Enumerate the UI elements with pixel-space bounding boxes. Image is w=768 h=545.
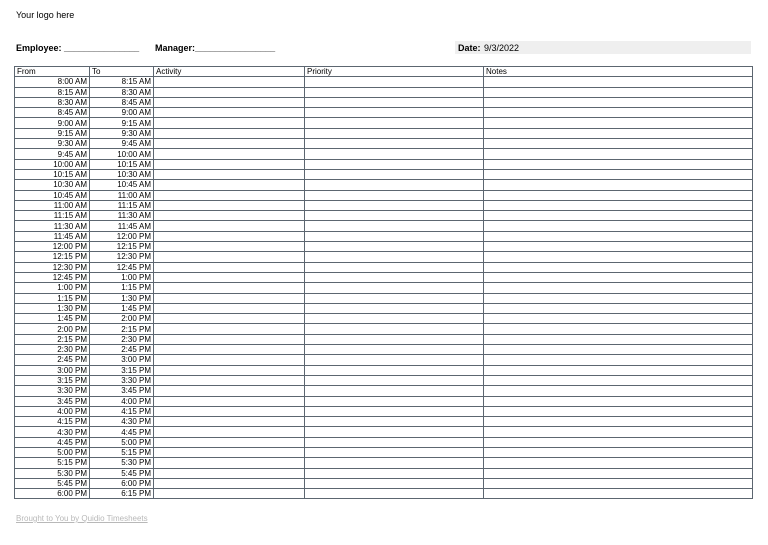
notes-cell[interactable] xyxy=(484,283,753,293)
activity-cell[interactable] xyxy=(154,478,305,488)
priority-cell[interactable] xyxy=(305,396,484,406)
from-cell: 4:45 PM xyxy=(15,437,90,447)
to-cell: 12:30 PM xyxy=(90,252,154,262)
activity-cell[interactable] xyxy=(154,159,305,169)
table-row xyxy=(15,97,753,107)
priority-cell[interactable] xyxy=(305,417,484,427)
table-row xyxy=(15,417,753,427)
to-cell: 2:30 PM xyxy=(90,334,154,344)
from-cell: 5:00 PM xyxy=(15,447,90,457)
table-row xyxy=(15,458,753,468)
to-cell: 6:15 PM xyxy=(90,489,154,499)
priority-cell[interactable] xyxy=(305,200,484,210)
priority-cell[interactable] xyxy=(305,211,484,221)
to-cell: 9:30 AM xyxy=(90,128,154,138)
notes-cell[interactable] xyxy=(484,458,753,468)
activity-cell[interactable] xyxy=(154,345,305,355)
notes-cell[interactable] xyxy=(484,293,753,303)
table-header-row xyxy=(15,67,753,77)
table-row xyxy=(15,169,753,179)
notes-cell[interactable] xyxy=(484,87,753,97)
notes-cell[interactable] xyxy=(484,108,753,118)
from-cell: 11:45 AM xyxy=(15,231,90,241)
priority-cell[interactable] xyxy=(305,180,484,190)
from-cell: 8:30 AM xyxy=(15,97,90,107)
table-row xyxy=(15,149,753,159)
notes-cell[interactable] xyxy=(484,128,753,138)
to-cell: 4:30 PM xyxy=(90,417,154,427)
table-row xyxy=(15,221,753,231)
schedule-table xyxy=(14,66,753,499)
priority-cell[interactable] xyxy=(305,489,484,499)
activity-cell[interactable] xyxy=(154,458,305,468)
priority-cell[interactable] xyxy=(305,272,484,282)
notes-cell[interactable] xyxy=(484,211,753,221)
from-cell: 9:00 AM xyxy=(15,118,90,128)
priority-cell[interactable] xyxy=(305,139,484,149)
priority-cell[interactable] xyxy=(305,128,484,138)
to-cell: 5:15 PM xyxy=(90,447,154,457)
notes-cell[interactable] xyxy=(484,303,753,313)
from-cell: 12:00 PM xyxy=(15,242,90,252)
notes-cell[interactable] xyxy=(484,437,753,447)
to-cell: 3:45 PM xyxy=(90,386,154,396)
activity-cell[interactable] xyxy=(154,396,305,406)
from-cell: 4:15 PM xyxy=(15,417,90,427)
priority-cell[interactable] xyxy=(305,169,484,179)
table-row xyxy=(15,272,753,282)
table-row xyxy=(15,324,753,334)
table-row xyxy=(15,118,753,128)
activity-cell[interactable] xyxy=(154,180,305,190)
notes-cell[interactable] xyxy=(484,334,753,344)
priority-cell[interactable] xyxy=(305,314,484,324)
activity-cell[interactable] xyxy=(154,303,305,313)
priority-cell[interactable] xyxy=(305,108,484,118)
priority-cell[interactable] xyxy=(305,386,484,396)
table-row xyxy=(15,468,753,478)
activity-cell[interactable] xyxy=(154,324,305,334)
notes-cell[interactable] xyxy=(484,324,753,334)
to-cell: 12:00 PM xyxy=(90,231,154,241)
activity-cell[interactable] xyxy=(154,169,305,179)
from-cell: 9:15 AM xyxy=(15,128,90,138)
from-cell: 11:30 AM xyxy=(15,221,90,231)
to-cell: 11:00 AM xyxy=(90,190,154,200)
priority-cell[interactable] xyxy=(305,468,484,478)
to-cell: 4:00 PM xyxy=(90,396,154,406)
activity-cell[interactable] xyxy=(154,118,305,128)
from-cell: 10:00 AM xyxy=(15,159,90,169)
to-cell: 1:45 PM xyxy=(90,303,154,313)
priority-cell[interactable] xyxy=(305,118,484,128)
table-row xyxy=(15,200,753,210)
activity-cell[interactable] xyxy=(154,272,305,282)
from-cell: 6:00 PM xyxy=(15,489,90,499)
from-cell: 10:15 AM xyxy=(15,169,90,179)
priority-cell[interactable] xyxy=(305,149,484,159)
activity-cell[interactable] xyxy=(154,149,305,159)
from-cell: 8:45 AM xyxy=(15,108,90,118)
to-cell: 1:00 PM xyxy=(90,272,154,282)
from-cell: 5:30 PM xyxy=(15,468,90,478)
activity-cell[interactable] xyxy=(154,231,305,241)
notes-cell[interactable] xyxy=(484,200,753,210)
activity-cell[interactable] xyxy=(154,200,305,210)
to-cell: 9:15 AM xyxy=(90,118,154,128)
notes-cell[interactable] xyxy=(484,417,753,427)
priority-cell[interactable] xyxy=(305,406,484,416)
activity-cell[interactable] xyxy=(154,375,305,385)
table-row xyxy=(15,437,753,447)
from-cell: 1:15 PM xyxy=(15,293,90,303)
table-row xyxy=(15,396,753,406)
table-row xyxy=(15,375,753,385)
priority-cell[interactable] xyxy=(305,87,484,97)
from-cell: 1:30 PM xyxy=(15,303,90,313)
activity-cell[interactable] xyxy=(154,427,305,437)
activity-cell[interactable] xyxy=(154,293,305,303)
table-row xyxy=(15,180,753,190)
date-label: Date: xyxy=(458,43,481,53)
to-cell: 3:15 PM xyxy=(90,365,154,375)
employee-field[interactable]: Employee: _______________ xyxy=(16,43,140,53)
priority-cell[interactable] xyxy=(305,345,484,355)
notes-cell[interactable] xyxy=(484,231,753,241)
priority-cell[interactable] xyxy=(305,231,484,241)
column-header-notes: Notes xyxy=(484,67,753,77)
from-cell: 12:45 PM xyxy=(15,272,90,282)
to-cell: 1:30 PM xyxy=(90,293,154,303)
from-cell: 2:00 PM xyxy=(15,324,90,334)
table-row xyxy=(15,231,753,241)
table-row xyxy=(15,427,753,437)
to-cell: 4:45 PM xyxy=(90,427,154,437)
notes-cell[interactable] xyxy=(484,149,753,159)
from-cell: 2:15 PM xyxy=(15,334,90,344)
table-row xyxy=(15,139,753,149)
notes-cell[interactable] xyxy=(484,375,753,385)
to-cell: 12:45 PM xyxy=(90,262,154,272)
activity-cell[interactable] xyxy=(154,437,305,447)
table-row xyxy=(15,108,753,118)
activity-cell[interactable] xyxy=(154,108,305,118)
priority-cell[interactable] xyxy=(305,221,484,231)
notes-cell[interactable] xyxy=(484,252,753,262)
from-cell: 10:45 AM xyxy=(15,190,90,200)
priority-cell[interactable] xyxy=(305,262,484,272)
table-row xyxy=(15,406,753,416)
activity-cell[interactable] xyxy=(154,87,305,97)
notes-cell[interactable] xyxy=(484,169,753,179)
from-cell: 1:00 PM xyxy=(15,283,90,293)
notes-cell[interactable] xyxy=(484,262,753,272)
activity-cell[interactable] xyxy=(154,283,305,293)
notes-cell[interactable] xyxy=(484,447,753,457)
notes-cell[interactable] xyxy=(484,272,753,282)
from-cell: 4:30 PM xyxy=(15,427,90,437)
priority-cell[interactable] xyxy=(305,375,484,385)
notes-cell[interactable] xyxy=(484,365,753,375)
table-row xyxy=(15,478,753,488)
footer-link[interactable]: Brought to You by Quidio Timesheets xyxy=(16,514,148,523)
activity-cell[interactable] xyxy=(154,77,305,87)
column-header-to: To xyxy=(90,67,154,77)
to-cell: 10:30 AM xyxy=(90,169,154,179)
to-cell: 11:45 AM xyxy=(90,221,154,231)
to-cell: 3:30 PM xyxy=(90,375,154,385)
table-row xyxy=(15,211,753,221)
to-cell: 11:15 AM xyxy=(90,200,154,210)
activity-cell[interactable] xyxy=(154,386,305,396)
to-cell: 5:00 PM xyxy=(90,437,154,447)
table-row xyxy=(15,77,753,87)
from-cell: 11:15 AM xyxy=(15,211,90,221)
table-row xyxy=(15,283,753,293)
notes-cell[interactable] xyxy=(484,180,753,190)
from-cell: 3:15 PM xyxy=(15,375,90,385)
activity-cell[interactable] xyxy=(154,334,305,344)
table-row xyxy=(15,303,753,313)
table-row xyxy=(15,252,753,262)
to-cell: 10:00 AM xyxy=(90,149,154,159)
notes-cell[interactable] xyxy=(484,406,753,416)
notes-cell[interactable] xyxy=(484,221,753,231)
from-cell: 9:30 AM xyxy=(15,139,90,149)
activity-cell[interactable] xyxy=(154,406,305,416)
table-row xyxy=(15,365,753,375)
date-box xyxy=(455,41,751,54)
notes-cell[interactable] xyxy=(484,118,753,128)
priority-cell[interactable] xyxy=(305,293,484,303)
notes-cell[interactable] xyxy=(484,478,753,488)
priority-cell[interactable] xyxy=(305,478,484,488)
activity-cell[interactable] xyxy=(154,139,305,149)
column-header-activity: Activity xyxy=(154,67,305,77)
manager-field[interactable]: Manager:________________ xyxy=(155,43,276,53)
notes-cell[interactable] xyxy=(484,159,753,169)
from-cell: 11:00 AM xyxy=(15,200,90,210)
table-row xyxy=(15,293,753,303)
table-row xyxy=(15,345,753,355)
to-cell: 3:00 PM xyxy=(90,355,154,365)
notes-cell[interactable] xyxy=(484,489,753,499)
from-cell: 5:15 PM xyxy=(15,458,90,468)
to-cell: 9:00 AM xyxy=(90,108,154,118)
to-cell: 4:15 PM xyxy=(90,406,154,416)
from-cell: 3:30 PM xyxy=(15,386,90,396)
notes-cell[interactable] xyxy=(484,386,753,396)
to-cell: 2:45 PM xyxy=(90,345,154,355)
table-row xyxy=(15,262,753,272)
to-cell: 11:30 AM xyxy=(90,211,154,221)
from-cell: 3:45 PM xyxy=(15,396,90,406)
notes-cell[interactable] xyxy=(484,427,753,437)
priority-cell[interactable] xyxy=(305,365,484,375)
to-cell: 12:15 PM xyxy=(90,242,154,252)
notes-cell[interactable] xyxy=(484,345,753,355)
to-cell: 5:30 PM xyxy=(90,458,154,468)
table-row xyxy=(15,242,753,252)
priority-cell[interactable] xyxy=(305,334,484,344)
priority-cell[interactable] xyxy=(305,190,484,200)
notes-cell[interactable] xyxy=(484,77,753,87)
priority-cell[interactable] xyxy=(305,447,484,457)
column-header-priority: Priority xyxy=(305,67,484,77)
from-cell: 8:00 AM xyxy=(15,77,90,87)
from-cell: 2:30 PM xyxy=(15,345,90,355)
from-cell: 4:00 PM xyxy=(15,406,90,416)
activity-cell[interactable] xyxy=(154,128,305,138)
priority-cell[interactable] xyxy=(305,437,484,447)
from-cell: 1:45 PM xyxy=(15,314,90,324)
from-cell: 2:45 PM xyxy=(15,355,90,365)
notes-cell[interactable] xyxy=(484,190,753,200)
priority-cell[interactable] xyxy=(305,159,484,169)
activity-cell[interactable] xyxy=(154,365,305,375)
to-cell: 6:00 PM xyxy=(90,478,154,488)
notes-cell[interactable] xyxy=(484,396,753,406)
notes-cell[interactable] xyxy=(484,355,753,365)
activity-cell[interactable] xyxy=(154,468,305,478)
notes-cell[interactable] xyxy=(484,314,753,324)
table-row xyxy=(15,314,753,324)
table-row xyxy=(15,159,753,169)
column-header-from: From xyxy=(15,67,90,77)
table-row xyxy=(15,190,753,200)
to-cell: 10:45 AM xyxy=(90,180,154,190)
to-cell: 8:15 AM xyxy=(90,77,154,87)
priority-cell[interactable] xyxy=(305,458,484,468)
table-row xyxy=(15,355,753,365)
activity-cell[interactable] xyxy=(154,262,305,272)
activity-cell[interactable] xyxy=(154,417,305,427)
to-cell: 8:45 AM xyxy=(90,97,154,107)
logo-placeholder: Your logo here xyxy=(16,10,75,20)
from-cell: 9:45 AM xyxy=(15,149,90,159)
from-cell: 5:45 PM xyxy=(15,478,90,488)
from-cell: 8:15 AM xyxy=(15,87,90,97)
table-row xyxy=(15,489,753,499)
notes-cell[interactable] xyxy=(484,468,753,478)
priority-cell[interactable] xyxy=(305,252,484,262)
notes-cell[interactable] xyxy=(484,242,753,252)
notes-cell[interactable] xyxy=(484,139,753,149)
to-cell: 9:45 AM xyxy=(90,139,154,149)
priority-cell[interactable] xyxy=(305,283,484,293)
from-cell: 12:15 PM xyxy=(15,252,90,262)
table-row xyxy=(15,334,753,344)
activity-cell[interactable] xyxy=(154,489,305,499)
priority-cell[interactable] xyxy=(305,97,484,107)
priority-cell[interactable] xyxy=(305,77,484,87)
from-cell: 10:30 AM xyxy=(15,180,90,190)
date-value[interactable]: 9/3/2022 xyxy=(484,43,520,53)
activity-cell[interactable] xyxy=(154,252,305,262)
to-cell: 1:15 PM xyxy=(90,283,154,293)
to-cell: 10:15 AM xyxy=(90,159,154,169)
table-row xyxy=(15,386,753,396)
activity-cell[interactable] xyxy=(154,242,305,252)
activity-cell[interactable] xyxy=(154,97,305,107)
activity-cell[interactable] xyxy=(154,211,305,221)
priority-cell[interactable] xyxy=(305,303,484,313)
activity-cell[interactable] xyxy=(154,221,305,231)
priority-cell[interactable] xyxy=(305,427,484,437)
activity-cell[interactable] xyxy=(154,314,305,324)
activity-cell[interactable] xyxy=(154,190,305,200)
from-cell: 12:30 PM xyxy=(15,262,90,272)
to-cell: 8:30 AM xyxy=(90,87,154,97)
activity-cell[interactable] xyxy=(154,355,305,365)
priority-cell[interactable] xyxy=(305,242,484,252)
priority-cell[interactable] xyxy=(305,324,484,334)
table-row xyxy=(15,128,753,138)
to-cell: 2:15 PM xyxy=(90,324,154,334)
activity-cell[interactable] xyxy=(154,447,305,457)
table-row xyxy=(15,447,753,457)
table-row xyxy=(15,87,753,97)
priority-cell[interactable] xyxy=(305,355,484,365)
from-cell: 3:00 PM xyxy=(15,365,90,375)
notes-cell[interactable] xyxy=(484,97,753,107)
to-cell: 5:45 PM xyxy=(90,468,154,478)
to-cell: 2:00 PM xyxy=(90,314,154,324)
